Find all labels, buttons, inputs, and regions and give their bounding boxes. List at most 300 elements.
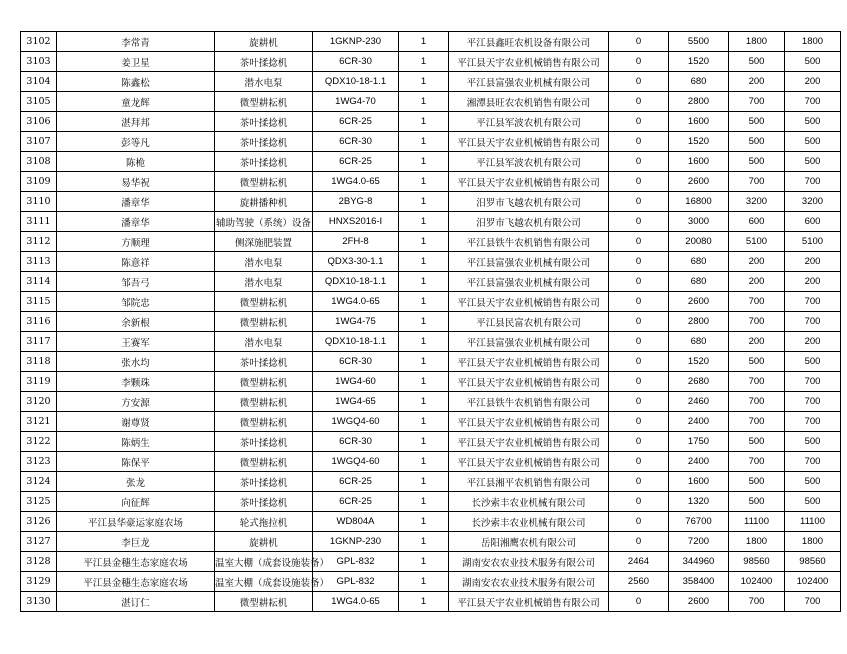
cell-buyer-name: 彭等凡 bbox=[57, 132, 215, 152]
cell-dealer: 平江县军波农机有限公司 bbox=[449, 112, 609, 132]
cell-model: WD804A bbox=[313, 512, 399, 532]
cell-subsidy-b: 5100 bbox=[785, 232, 841, 252]
cell-subsidy-a: 700 bbox=[729, 292, 785, 312]
cell-subsidy-a: 200 bbox=[729, 252, 785, 272]
table-row bbox=[21, 232, 841, 252]
cell-row-number: 3115 bbox=[21, 292, 57, 312]
table-row bbox=[21, 132, 841, 152]
cell-col-g: 0 bbox=[609, 112, 669, 132]
cell-buyer-name: 谢尊贤 bbox=[57, 412, 215, 432]
table-row bbox=[21, 152, 841, 172]
cell-machine-type: 茶叶揉捻机 bbox=[215, 492, 313, 512]
table-row bbox=[21, 332, 841, 352]
table-row bbox=[21, 92, 841, 112]
cell-buyer-name: 邹院忠 bbox=[57, 292, 215, 312]
cell-row-number: 3106 bbox=[21, 112, 57, 132]
cell-row-number: 3119 bbox=[21, 372, 57, 392]
cell-col-g: 0 bbox=[609, 312, 669, 332]
cell-col-g: 0 bbox=[609, 72, 669, 92]
cell-model: GPL-832 bbox=[313, 552, 399, 572]
cell-dealer: 长沙索丰农业机械有限公司 bbox=[449, 492, 609, 512]
cell-machine-type: 茶叶揉捻机 bbox=[215, 132, 313, 152]
cell-col-g: 2560 bbox=[609, 572, 669, 592]
cell-subsidy-a: 3200 bbox=[729, 192, 785, 212]
cell-quantity: 1 bbox=[399, 432, 449, 452]
cell-col-g: 0 bbox=[609, 512, 669, 532]
cell-dealer: 平江县铁牛农机销售有限公司 bbox=[449, 232, 609, 252]
cell-model: 1WG4.0-65 bbox=[313, 292, 399, 312]
cell-subsidy-b: 700 bbox=[785, 452, 841, 472]
cell-machine-type: 微型耕耘机 bbox=[215, 92, 313, 112]
cell-sale-price: 2460 bbox=[669, 392, 729, 412]
table-row bbox=[21, 352, 841, 372]
cell-col-g: 0 bbox=[609, 472, 669, 492]
cell-buyer-name: 张水均 bbox=[57, 352, 215, 372]
cell-quantity: 1 bbox=[399, 272, 449, 292]
cell-dealer: 平江县天宇农业机械销售有限公司 bbox=[449, 412, 609, 432]
cell-model: 6CR-30 bbox=[313, 52, 399, 72]
cell-quantity: 1 bbox=[399, 232, 449, 252]
cell-buyer-name: 余新根 bbox=[57, 312, 215, 332]
cell-sale-price: 2400 bbox=[669, 412, 729, 432]
cell-sale-price: 344960 bbox=[669, 552, 729, 572]
cell-quantity: 1 bbox=[399, 32, 449, 52]
cell-sale-price: 680 bbox=[669, 272, 729, 292]
cell-sale-price: 2600 bbox=[669, 172, 729, 192]
cell-subsidy-a: 500 bbox=[729, 112, 785, 132]
cell-dealer: 平江县富强农业机械有限公司 bbox=[449, 272, 609, 292]
table-row bbox=[21, 372, 841, 392]
cell-quantity: 1 bbox=[399, 72, 449, 92]
cell-sale-price: 3000 bbox=[669, 212, 729, 232]
cell-model: 1WG4-65 bbox=[313, 392, 399, 412]
cell-model: 1WG4.0-65 bbox=[313, 592, 399, 612]
table-row bbox=[21, 472, 841, 492]
cell-row-number: 3121 bbox=[21, 412, 57, 432]
cell-dealer: 长沙索丰农业机械有限公司 bbox=[449, 512, 609, 532]
cell-model: QDX10-18-1.1 bbox=[313, 72, 399, 92]
cell-row-number: 3117 bbox=[21, 332, 57, 352]
cell-subsidy-a: 700 bbox=[729, 452, 785, 472]
cell-col-g: 0 bbox=[609, 32, 669, 52]
cell-machine-type: 侧深施肥装置 bbox=[215, 232, 313, 252]
table-row bbox=[21, 252, 841, 272]
cell-subsidy-b: 500 bbox=[785, 52, 841, 72]
cell-buyer-name: 张龙 bbox=[57, 472, 215, 492]
cell-subsidy-b: 500 bbox=[785, 112, 841, 132]
cell-subsidy-b: 98560 bbox=[785, 552, 841, 572]
cell-quantity: 1 bbox=[399, 292, 449, 312]
cell-col-g: 0 bbox=[609, 372, 669, 392]
table-row bbox=[21, 412, 841, 432]
cell-dealer: 平江县富强农业机械有限公司 bbox=[449, 332, 609, 352]
cell-sale-price: 358400 bbox=[669, 572, 729, 592]
cell-subsidy-a: 500 bbox=[729, 52, 785, 72]
cell-dealer: 平江县天宇农业机械销售有限公司 bbox=[449, 452, 609, 472]
cell-machine-type: 茶叶揉捻机 bbox=[215, 352, 313, 372]
cell-buyer-name: 邹吾弓 bbox=[57, 272, 215, 292]
cell-model: 1WG4-70 bbox=[313, 92, 399, 112]
cell-model: 6CR-25 bbox=[313, 492, 399, 512]
cell-subsidy-a: 500 bbox=[729, 432, 785, 452]
cell-machine-type: 茶叶揉捻机 bbox=[215, 152, 313, 172]
cell-quantity: 1 bbox=[399, 512, 449, 532]
cell-quantity: 1 bbox=[399, 52, 449, 72]
table-row bbox=[21, 212, 841, 232]
cell-quantity: 1 bbox=[399, 332, 449, 352]
cell-buyer-name: 潘章华 bbox=[57, 212, 215, 232]
cell-dealer: 平江县富强农业机械有限公司 bbox=[449, 252, 609, 272]
table-row bbox=[21, 552, 841, 572]
cell-model: 2FH-8 bbox=[313, 232, 399, 252]
cell-machine-type: 辅助驾驶（系统）设备 bbox=[215, 212, 313, 232]
cell-sale-price: 1600 bbox=[669, 152, 729, 172]
cell-subsidy-a: 1800 bbox=[729, 532, 785, 552]
cell-sale-price: 7200 bbox=[669, 532, 729, 552]
subsidy-table bbox=[20, 31, 841, 612]
table-row bbox=[21, 572, 841, 592]
cell-machine-type: 微型耕耘机 bbox=[215, 172, 313, 192]
cell-sale-price: 76700 bbox=[669, 512, 729, 532]
cell-machine-type: 茶叶揉捻机 bbox=[215, 112, 313, 132]
cell-subsidy-b: 700 bbox=[785, 92, 841, 112]
cell-machine-type: 潜水电泵 bbox=[215, 252, 313, 272]
cell-subsidy-b: 3200 bbox=[785, 192, 841, 212]
cell-model: 6CR-30 bbox=[313, 432, 399, 452]
cell-machine-type: 微型耕耘机 bbox=[215, 452, 313, 472]
cell-subsidy-a: 200 bbox=[729, 332, 785, 352]
cell-subsidy-a: 500 bbox=[729, 132, 785, 152]
cell-subsidy-b: 1800 bbox=[785, 532, 841, 552]
cell-model: 6CR-25 bbox=[313, 112, 399, 132]
cell-quantity: 1 bbox=[399, 192, 449, 212]
table-row bbox=[21, 392, 841, 412]
cell-dealer: 平江县天宇农业机械销售有限公司 bbox=[449, 352, 609, 372]
cell-row-number: 3105 bbox=[21, 92, 57, 112]
cell-machine-type: 微型耕耘机 bbox=[215, 372, 313, 392]
cell-machine-type: 微型耕耘机 bbox=[215, 292, 313, 312]
cell-quantity: 1 bbox=[399, 552, 449, 572]
cell-buyer-name: 平江县华豪运家庭农场 bbox=[57, 512, 215, 532]
cell-buyer-name: 童龙辉 bbox=[57, 92, 215, 112]
cell-sale-price: 16800 bbox=[669, 192, 729, 212]
cell-row-number: 3109 bbox=[21, 172, 57, 192]
cell-subsidy-a: 500 bbox=[729, 352, 785, 372]
cell-machine-type: 潜水电泵 bbox=[215, 332, 313, 352]
cell-sale-price: 2800 bbox=[669, 312, 729, 332]
cell-subsidy-a: 700 bbox=[729, 372, 785, 392]
cell-subsidy-b: 700 bbox=[785, 172, 841, 192]
cell-model: 1GKNP-230 bbox=[313, 532, 399, 552]
cell-row-number: 3122 bbox=[21, 432, 57, 452]
table-row bbox=[21, 72, 841, 92]
cell-quantity: 1 bbox=[399, 532, 449, 552]
cell-machine-type: 茶叶揉捻机 bbox=[215, 432, 313, 452]
cell-subsidy-b: 1800 bbox=[785, 32, 841, 52]
cell-col-g: 0 bbox=[609, 272, 669, 292]
cell-row-number: 3129 bbox=[21, 572, 57, 592]
cell-sale-price: 20080 bbox=[669, 232, 729, 252]
cell-row-number: 3118 bbox=[21, 352, 57, 372]
cell-subsidy-a: 500 bbox=[729, 472, 785, 492]
cell-dealer: 汨罗市飞越农机有限公司 bbox=[449, 212, 609, 232]
cell-sale-price: 2680 bbox=[669, 372, 729, 392]
cell-subsidy-b: 500 bbox=[785, 492, 841, 512]
cell-buyer-name: 李巨龙 bbox=[57, 532, 215, 552]
cell-subsidy-a: 700 bbox=[729, 92, 785, 112]
cell-row-number: 3125 bbox=[21, 492, 57, 512]
cell-col-g: 0 bbox=[609, 432, 669, 452]
cell-row-number: 3120 bbox=[21, 392, 57, 412]
cell-col-g: 0 bbox=[609, 52, 669, 72]
cell-quantity: 1 bbox=[399, 352, 449, 372]
cell-dealer: 湖南安农农业技术服务有限公司 bbox=[449, 552, 609, 572]
table-row bbox=[21, 432, 841, 452]
cell-model: 6CR-25 bbox=[313, 472, 399, 492]
cell-subsidy-b: 500 bbox=[785, 472, 841, 492]
cell-model: 2BYG-8 bbox=[313, 192, 399, 212]
cell-row-number: 3124 bbox=[21, 472, 57, 492]
cell-row-number: 3126 bbox=[21, 512, 57, 532]
cell-dealer: 平江县湘平农机销售有限公司 bbox=[449, 472, 609, 492]
cell-machine-type: 微型耕耘机 bbox=[215, 412, 313, 432]
cell-sale-price: 1520 bbox=[669, 52, 729, 72]
table-row bbox=[21, 452, 841, 472]
cell-subsidy-a: 5100 bbox=[729, 232, 785, 252]
cell-machine-type: 轮式拖拉机 bbox=[215, 512, 313, 532]
cell-model: GPL-832 bbox=[313, 572, 399, 592]
cell-col-g: 0 bbox=[609, 452, 669, 472]
cell-model: 1WG4.0-65 bbox=[313, 172, 399, 192]
cell-sale-price: 2600 bbox=[669, 592, 729, 612]
cell-dealer: 平江县鑫旺农机设备有限公司 bbox=[449, 32, 609, 52]
cell-sale-price: 2800 bbox=[669, 92, 729, 112]
cell-model: 1WG4-75 bbox=[313, 312, 399, 332]
table-row bbox=[21, 172, 841, 192]
cell-quantity: 1 bbox=[399, 252, 449, 272]
cell-subsidy-a: 700 bbox=[729, 392, 785, 412]
cell-sale-price: 1320 bbox=[669, 492, 729, 512]
cell-col-g: 0 bbox=[609, 352, 669, 372]
cell-buyer-name: 姜卫星 bbox=[57, 52, 215, 72]
cell-quantity: 1 bbox=[399, 452, 449, 472]
cell-machine-type: 微型耕耘机 bbox=[215, 392, 313, 412]
cell-machine-type: 茶叶揉捻机 bbox=[215, 472, 313, 492]
cell-quantity: 1 bbox=[399, 212, 449, 232]
cell-row-number: 3107 bbox=[21, 132, 57, 152]
cell-subsidy-b: 200 bbox=[785, 272, 841, 292]
cell-subsidy-b: 700 bbox=[785, 372, 841, 392]
cell-model: QDX10-18-1.1 bbox=[313, 272, 399, 292]
cell-subsidy-a: 102400 bbox=[729, 572, 785, 592]
cell-row-number: 3128 bbox=[21, 552, 57, 572]
cell-subsidy-a: 11100 bbox=[729, 512, 785, 532]
table-row bbox=[21, 492, 841, 512]
cell-quantity: 1 bbox=[399, 592, 449, 612]
cell-subsidy-a: 700 bbox=[729, 412, 785, 432]
table-row bbox=[21, 512, 841, 532]
cell-model: 1WGQ4-60 bbox=[313, 452, 399, 472]
cell-subsidy-b: 700 bbox=[785, 312, 841, 332]
cell-machine-type: 温室大棚（成套设施装备） bbox=[215, 572, 313, 592]
cell-buyer-name: 方顺理 bbox=[57, 232, 215, 252]
cell-quantity: 1 bbox=[399, 152, 449, 172]
table-row bbox=[21, 112, 841, 132]
cell-quantity: 1 bbox=[399, 412, 449, 432]
cell-row-number: 3110 bbox=[21, 192, 57, 212]
cell-model: QDX10-18-1.1 bbox=[313, 332, 399, 352]
cell-dealer: 湘潭县旺农农机销售有限公司 bbox=[449, 92, 609, 112]
cell-model: 1GKNP-230 bbox=[313, 32, 399, 52]
cell-subsidy-b: 102400 bbox=[785, 572, 841, 592]
cell-subsidy-b: 200 bbox=[785, 332, 841, 352]
cell-row-number: 3104 bbox=[21, 72, 57, 92]
cell-buyer-name: 易华祝 bbox=[57, 172, 215, 192]
cell-col-g: 0 bbox=[609, 492, 669, 512]
cell-subsidy-b: 200 bbox=[785, 72, 841, 92]
cell-buyer-name: 湛拜邦 bbox=[57, 112, 215, 132]
cell-quantity: 1 bbox=[399, 492, 449, 512]
cell-dealer: 平江县铁牛农机销售有限公司 bbox=[449, 392, 609, 412]
cell-subsidy-b: 700 bbox=[785, 292, 841, 312]
cell-buyer-name: 平江县金穗生态家庭农场 bbox=[57, 552, 215, 572]
cell-buyer-name: 潘章华 bbox=[57, 192, 215, 212]
cell-machine-type: 茶叶揉捻机 bbox=[215, 52, 313, 72]
table-row bbox=[21, 592, 841, 612]
cell-sale-price: 1520 bbox=[669, 352, 729, 372]
cell-machine-type: 微型耕耘机 bbox=[215, 592, 313, 612]
cell-row-number: 3108 bbox=[21, 152, 57, 172]
cell-dealer: 汨罗市飞越农机有限公司 bbox=[449, 192, 609, 212]
cell-quantity: 1 bbox=[399, 132, 449, 152]
cell-dealer: 平江县民富农机有限公司 bbox=[449, 312, 609, 332]
cell-dealer: 岳阳湘鹰农机有限公司 bbox=[449, 532, 609, 552]
cell-quantity: 1 bbox=[399, 312, 449, 332]
cell-subsidy-b: 200 bbox=[785, 252, 841, 272]
cell-quantity: 1 bbox=[399, 92, 449, 112]
cell-sale-price: 680 bbox=[669, 252, 729, 272]
cell-machine-type: 旋耕播种机 bbox=[215, 192, 313, 212]
cell-subsidy-a: 700 bbox=[729, 592, 785, 612]
cell-subsidy-a: 600 bbox=[729, 212, 785, 232]
cell-row-number: 3103 bbox=[21, 52, 57, 72]
cell-subsidy-b: 500 bbox=[785, 432, 841, 452]
cell-buyer-name: 陈意祥 bbox=[57, 252, 215, 272]
cell-subsidy-a: 200 bbox=[729, 272, 785, 292]
cell-sale-price: 1520 bbox=[669, 132, 729, 152]
cell-subsidy-b: 700 bbox=[785, 592, 841, 612]
table-row bbox=[21, 532, 841, 552]
cell-buyer-name: 陈桅 bbox=[57, 152, 215, 172]
cell-subsidy-b: 500 bbox=[785, 152, 841, 172]
cell-machine-type: 微型耕耘机 bbox=[215, 312, 313, 332]
cell-col-g: 0 bbox=[609, 172, 669, 192]
cell-row-number: 3112 bbox=[21, 232, 57, 252]
cell-subsidy-a: 1800 bbox=[729, 32, 785, 52]
cell-dealer: 平江县天宇农业机械销售有限公司 bbox=[449, 52, 609, 72]
cell-sale-price: 2600 bbox=[669, 292, 729, 312]
cell-col-g: 0 bbox=[609, 532, 669, 552]
cell-buyer-name: 方安源 bbox=[57, 392, 215, 412]
table-row bbox=[21, 272, 841, 292]
cell-buyer-name: 陈炳生 bbox=[57, 432, 215, 452]
cell-sale-price: 1750 bbox=[669, 432, 729, 452]
cell-model: QDX3-30-1.1 bbox=[313, 252, 399, 272]
cell-buyer-name: 李颗珠 bbox=[57, 372, 215, 392]
cell-buyer-name: 湛订仁 bbox=[57, 592, 215, 612]
cell-row-number: 3113 bbox=[21, 252, 57, 272]
cell-col-g: 0 bbox=[609, 152, 669, 172]
cell-subsidy-b: 600 bbox=[785, 212, 841, 232]
cell-col-g: 0 bbox=[609, 212, 669, 232]
cell-buyer-name: 陈保平 bbox=[57, 452, 215, 472]
cell-dealer: 平江县天宇农业机械销售有限公司 bbox=[449, 592, 609, 612]
cell-dealer: 平江县天宇农业机械销售有限公司 bbox=[449, 372, 609, 392]
table-row bbox=[21, 192, 841, 212]
cell-row-number: 3114 bbox=[21, 272, 57, 292]
cell-buyer-name: 向征辉 bbox=[57, 492, 215, 512]
cell-col-g: 0 bbox=[609, 132, 669, 152]
cell-col-g: 2464 bbox=[609, 552, 669, 572]
cell-col-g: 0 bbox=[609, 412, 669, 432]
cell-subsidy-a: 700 bbox=[729, 172, 785, 192]
cell-dealer: 平江县天宇农业机械销售有限公司 bbox=[449, 432, 609, 452]
cell-col-g: 0 bbox=[609, 332, 669, 352]
cell-sale-price: 2400 bbox=[669, 452, 729, 472]
cell-model: 6CR-25 bbox=[313, 152, 399, 172]
cell-subsidy-a: 700 bbox=[729, 312, 785, 332]
cell-dealer: 平江县富强农业机械有限公司 bbox=[449, 72, 609, 92]
cell-sale-price: 680 bbox=[669, 332, 729, 352]
cell-buyer-name: 平江县金穗生态家庭农场 bbox=[57, 572, 215, 592]
cell-subsidy-b: 500 bbox=[785, 352, 841, 372]
cell-row-number: 3130 bbox=[21, 592, 57, 612]
cell-dealer: 湖南安农农业技术服务有限公司 bbox=[449, 572, 609, 592]
table-row bbox=[21, 32, 841, 52]
cell-row-number: 3102 bbox=[21, 32, 57, 52]
cell-subsidy-b: 11100 bbox=[785, 512, 841, 532]
cell-subsidy-a: 500 bbox=[729, 492, 785, 512]
cell-row-number: 3116 bbox=[21, 312, 57, 332]
cell-col-g: 0 bbox=[609, 392, 669, 412]
cell-sale-price: 5500 bbox=[669, 32, 729, 52]
cell-quantity: 1 bbox=[399, 172, 449, 192]
cell-sale-price: 1600 bbox=[669, 472, 729, 492]
cell-subsidy-b: 700 bbox=[785, 392, 841, 412]
table-row bbox=[21, 312, 841, 332]
cell-col-g: 0 bbox=[609, 92, 669, 112]
cell-dealer: 平江县天宇农业机械销售有限公司 bbox=[449, 132, 609, 152]
cell-col-g: 0 bbox=[609, 292, 669, 312]
cell-buyer-name: 陈鑫松 bbox=[57, 72, 215, 92]
cell-model: 6CR-30 bbox=[313, 352, 399, 372]
cell-quantity: 1 bbox=[399, 472, 449, 492]
cell-machine-type: 潜水电泵 bbox=[215, 72, 313, 92]
cell-col-g: 0 bbox=[609, 192, 669, 212]
cell-sale-price: 1600 bbox=[669, 112, 729, 132]
cell-machine-type: 潜水电泵 bbox=[215, 272, 313, 292]
cell-subsidy-a: 500 bbox=[729, 152, 785, 172]
cell-machine-type: 旋耕机 bbox=[215, 532, 313, 552]
cell-row-number: 3111 bbox=[21, 212, 57, 232]
cell-quantity: 1 bbox=[399, 112, 449, 132]
cell-machine-type: 温室大棚（成套设施装备） bbox=[215, 552, 313, 572]
cell-quantity: 1 bbox=[399, 572, 449, 592]
cell-model: 1WGQ4-60 bbox=[313, 412, 399, 432]
cell-subsidy-a: 98560 bbox=[729, 552, 785, 572]
cell-model: 1WG4-60 bbox=[313, 372, 399, 392]
cell-row-number: 3127 bbox=[21, 532, 57, 552]
